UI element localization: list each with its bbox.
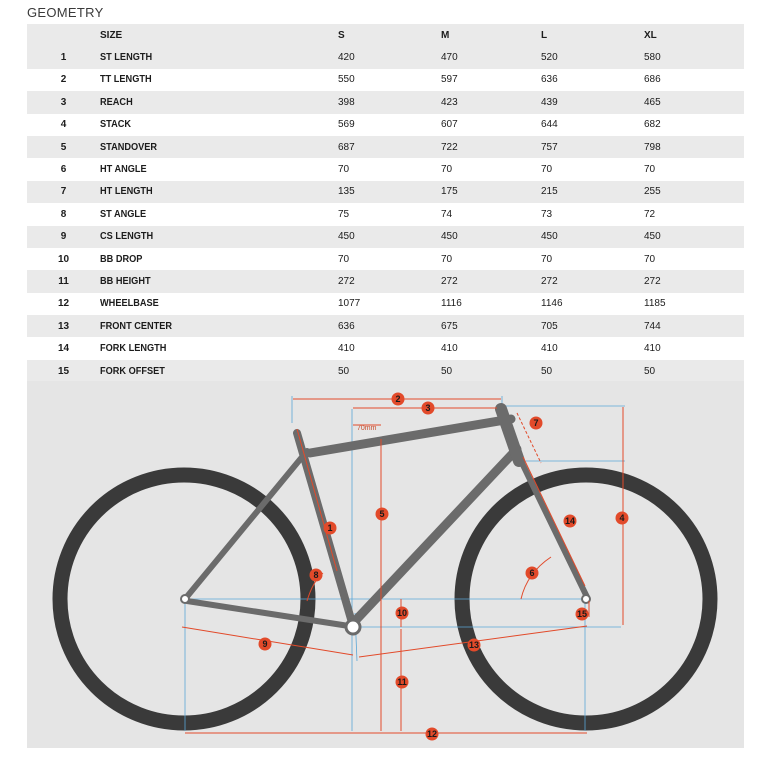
header-size-l: L [541,29,548,41]
row-value-xl: 272 [644,275,661,287]
annotation-70mm: 70mm [357,425,377,432]
table-row [27,226,744,248]
bike-geometry-diagram [27,381,744,748]
header-num [27,24,100,46]
header-size-m: M [441,29,450,41]
row-number: 12 [57,298,70,310]
row-number: 10 [57,253,70,265]
row-label: HT LENGTH [100,186,153,198]
table-row [27,69,744,91]
dimension-marker-13 [468,639,481,652]
marker-number: 14 [564,516,576,526]
row-value-s: 420 [338,52,355,64]
row-value-l: 644 [541,119,558,131]
row-value-m: 470 [441,52,458,64]
row-value-m: 607 [441,119,458,131]
row-value-l: 757 [541,141,558,153]
row-value-m: 423 [441,96,458,108]
table-row [27,46,744,68]
row-value-m: 675 [441,320,458,332]
row-value-xl: 72 [644,208,656,220]
marker-number: 13 [468,640,480,650]
row-value-s: 550 [338,74,355,86]
row-value-xl: 580 [644,52,661,64]
table-row [27,337,744,359]
row-number: 9 [60,231,67,243]
row-value-xl: 450 [644,231,661,243]
marker-number: 2 [395,394,401,404]
row-value-xl: 410 [644,343,661,355]
marker-number: 10 [396,608,408,618]
row-label: HT ANGLE [100,164,147,176]
row-value-xl: 255 [644,186,661,198]
row-label: WHEELBASE [100,298,159,310]
row-value-m: 450 [441,231,458,243]
row-number: 7 [60,186,67,198]
row-value-s: 70 [338,164,350,176]
row-value-m: 70 [441,253,453,265]
row-number: 8 [60,208,67,220]
row-value-xl: 682 [644,119,661,131]
row-value-m: 722 [441,141,458,153]
row-label: TT LENGTH [100,74,152,86]
bike-frame [181,409,590,634]
row-number: 3 [60,96,67,108]
row-label: STACK [100,119,132,131]
marker-number: 15 [576,609,588,619]
row-label: BB HEIGHT [100,275,151,287]
table-row [27,270,744,292]
row-value-l: 1146 [541,298,563,310]
row-value-xl: 798 [644,141,661,153]
table-row [27,181,744,203]
dimension-marker-11 [396,676,409,689]
row-value-m: 1116 [441,298,462,310]
row-value-l: 70 [541,253,553,265]
table-row [27,114,744,136]
bike-diagram-svg [27,381,744,748]
marker-number: 5 [379,509,385,519]
table-row [27,136,744,158]
header-size-xl: XL [644,29,657,41]
section-title: GEOMETRY [27,5,104,20]
row-value-m: 74 [441,208,453,220]
dimension-marker-5 [376,508,389,521]
row-value-l: 450 [541,231,558,243]
row-label: FRONT CENTER [100,320,173,332]
marker-number: 7 [533,418,539,428]
marker-number: 12 [426,729,438,739]
row-value-l: 410 [541,343,558,355]
row-value-xl: 70 [644,164,656,176]
geometry-table [27,24,744,382]
row-value-s: 135 [338,186,355,198]
dimension-marker-7 [530,417,543,430]
row-value-l: 50 [541,365,553,377]
row-label: REACH [100,96,133,108]
row-value-m: 410 [441,343,458,355]
row-value-m: 70 [441,164,453,176]
row-value-l: 439 [541,96,558,108]
row-number: 14 [57,343,70,355]
marker-number: 4 [619,513,625,523]
row-value-s: 398 [338,96,355,108]
row-value-s: 50 [338,365,350,377]
dimension-marker-14 [564,515,577,528]
row-value-m: 50 [441,365,453,377]
row-value-l: 215 [541,186,558,198]
marker-number: 8 [313,570,319,580]
row-label: CS LENGTH [100,231,154,243]
table-row [27,360,744,382]
dimension-marker-15 [576,608,589,621]
row-number: 15 [57,365,70,377]
row-value-l: 636 [541,74,558,86]
row-label: STANDOVER [100,141,158,153]
row-value-l: 520 [541,52,558,64]
header-size-s: S [338,29,345,41]
row-label: FORK OFFSET [100,365,165,377]
row-value-m: 175 [441,186,458,198]
row-value-s: 636 [338,320,355,332]
table-row [27,91,744,113]
row-value-s: 1077 [338,298,361,310]
row-value-l: 705 [541,320,558,332]
header-size: SIZE [100,29,123,41]
dimension-marker-4 [616,512,629,525]
dimension-marker-2 [392,393,405,406]
row-value-xl: 70 [644,253,656,265]
row-number: 6 [60,164,67,176]
row-value-xl: 465 [644,96,661,108]
dimension-marker-6 [526,567,539,580]
row-value-xl: 50 [644,365,656,377]
row-number: 1 [60,52,67,64]
dimension-marker-9 [259,638,272,651]
table-row [27,293,744,315]
row-value-s: 410 [338,343,355,355]
row-label: ST ANGLE [100,208,147,220]
row-number: 4 [60,119,67,131]
row-value-l: 272 [541,275,558,287]
row-value-xl: 686 [644,74,661,86]
row-value-s: 569 [338,119,355,131]
row-number: 13 [57,320,70,332]
row-value-xl: 1185 [644,298,666,310]
row-number: 11 [58,275,69,287]
table-row [27,248,744,270]
table-row [27,315,744,337]
marker-number: 9 [262,639,268,649]
dimension-marker-12 [426,728,439,741]
row-value-s: 75 [338,208,350,220]
row-value-xl: 744 [644,320,661,332]
row-value-s: 687 [338,141,355,153]
row-value-l: 70 [541,164,553,176]
marker-number: 3 [425,403,431,413]
marker-number: 6 [529,568,535,578]
row-number: 2 [60,74,67,86]
row-value-m: 272 [441,275,458,287]
row-value-s: 272 [338,275,355,287]
row-value-s: 70 [338,253,350,265]
row-value-s: 450 [338,231,355,243]
row-value-l: 73 [541,208,553,220]
row-label: BB DROP [100,253,143,265]
row-value-m: 597 [441,74,458,86]
table-row [27,203,744,225]
row-number: 5 [60,141,67,153]
dimension-marker-3 [422,402,435,415]
marker-number: 11 [397,677,407,687]
dimension-marker-8 [310,569,323,582]
table-row [27,158,744,180]
dimension-marker-1 [324,522,337,535]
row-label: FORK LENGTH [100,343,167,355]
table-header-row [27,24,744,46]
marker-number: 1 [327,523,333,533]
table-body [27,46,744,382]
dimension-marker-10 [396,607,409,620]
row-label: ST LENGTH [100,52,153,64]
